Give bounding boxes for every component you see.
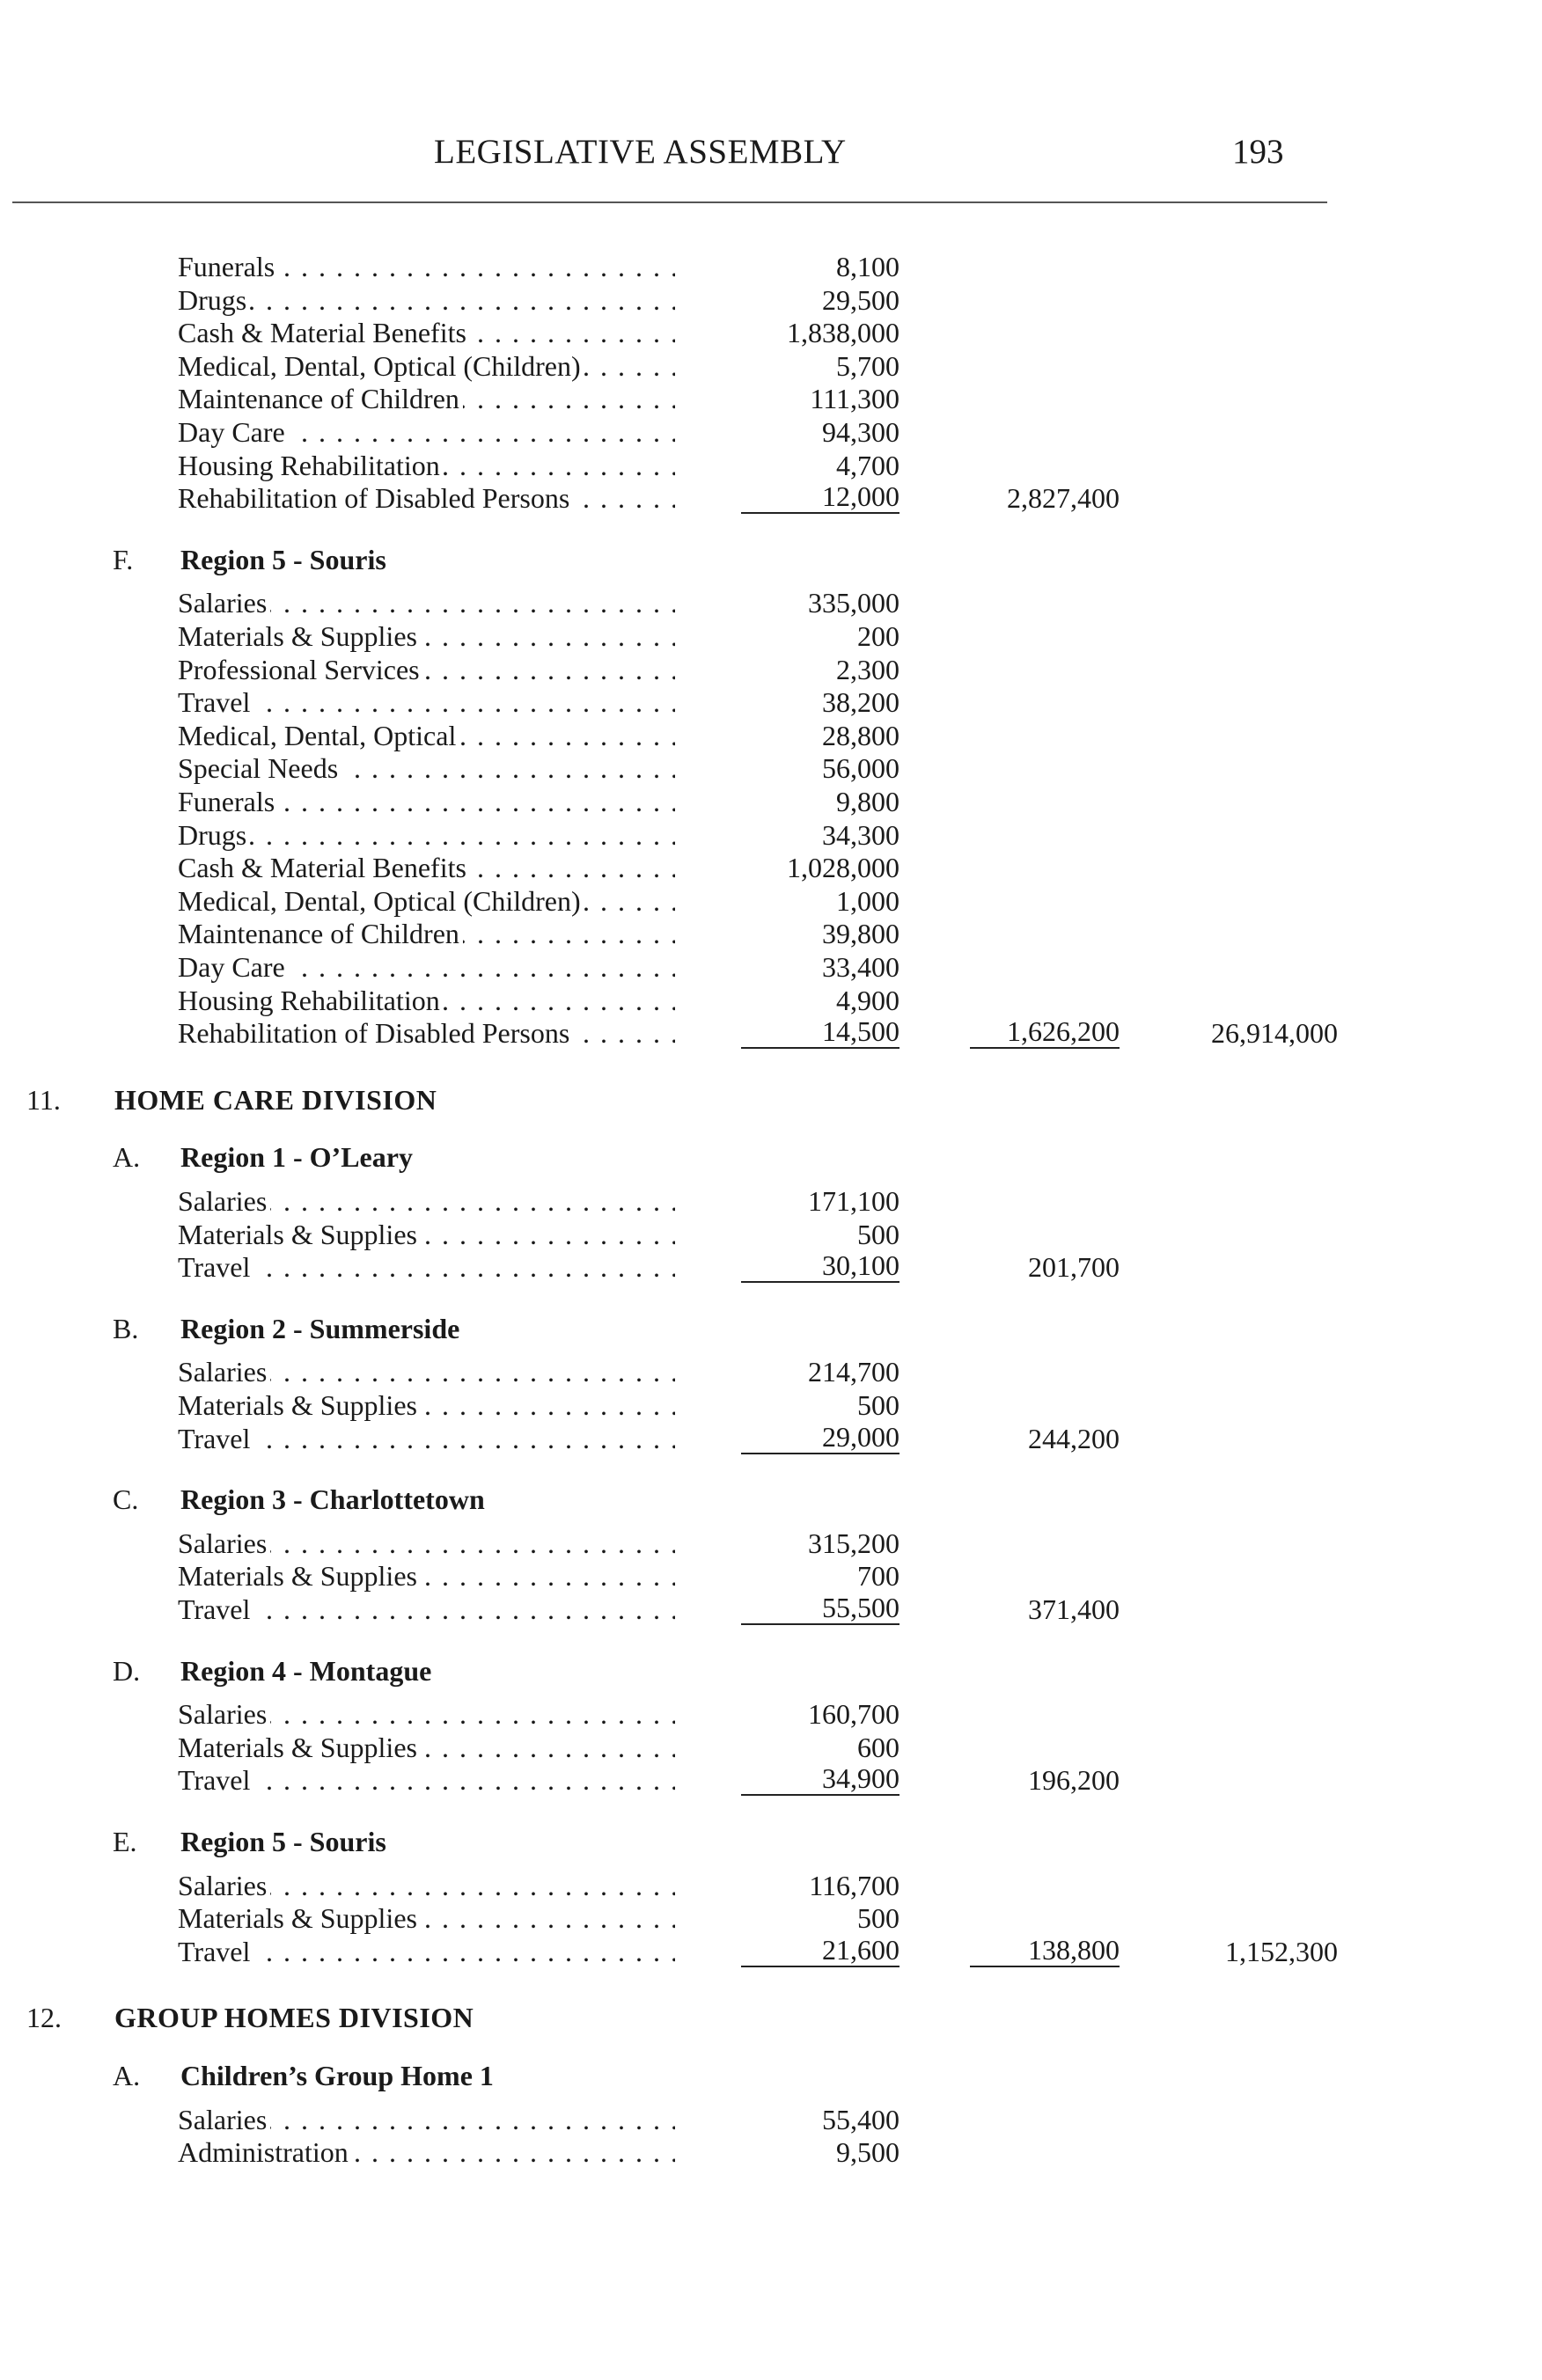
line-item-amount: 12,000 [741,480,900,514]
line-item [0,1558,1542,1593]
line-item [0,315,1542,350]
line-item [0,414,1542,450]
line-item-label: Cash & Material Benefits . . . [178,315,675,350]
line-item-label: Materials & Supplies . . . [178,1388,675,1423]
line-item [0,448,1542,483]
line-item [0,1421,1542,1456]
line-item-label: Funerals . . . [178,784,675,819]
division-title: HOME CARE DIVISION [114,1083,437,1116]
line-item-label: Special Needs . . . [178,751,675,786]
section-subtotal: 196,200 [1028,1764,1120,1797]
line-item-label: Professional Services . . . [178,652,675,687]
section-title: Region 2 - Summerside [180,1312,460,1344]
line-item-label: Funerals . . . [178,249,675,284]
line-item [0,685,1542,720]
line-item [0,1696,1542,1732]
section-title: Region 4 - Montague [180,1654,432,1687]
line-item-label: Day Care . . . [178,949,675,985]
line-item [0,1730,1542,1765]
line-item [0,883,1542,919]
line-item-amount: 1,838,000 [787,317,900,349]
section-subtotal: 244,200 [1028,1422,1120,1454]
section-heading [0,1824,1542,1859]
line-item-amount: 39,800 [822,918,900,950]
section-heading [0,1482,1542,1517]
section-title: Region 5 - Souris [180,543,386,575]
line-item [0,784,1542,819]
line-item-amount: 5,700 [836,349,900,382]
line-item-amount: 171,100 [808,1185,900,1217]
line-item-label: Rehabilitation of Disabled Persons . . . [178,1015,675,1051]
line-item-label: Salaries . . . [178,1868,675,1903]
line-item-label: Salaries . . . [178,1526,675,1561]
line-item-label: Travel . . . [178,1421,675,1456]
line-item [0,652,1542,687]
section-subtotal: 371,400 [1028,1593,1120,1625]
line-item [0,1183,1542,1219]
line-item [0,381,1542,416]
line-item-label: Salaries . . . [178,1183,675,1219]
section-heading [0,1139,1542,1175]
division-heading [0,1082,1542,1117]
line-item-amount: 55,400 [822,2103,900,2135]
line-item [0,850,1542,885]
section-title: Region 1 - O’Leary [180,1141,413,1174]
section-heading [0,1653,1542,1688]
line-item-label: Materials & Supplies . . . [178,1730,675,1765]
line-item-amount: 38,200 [822,686,900,719]
line-item-amount: 14,500 [741,1015,900,1049]
line-item-label: Maintenance of Children . . . [178,381,675,416]
line-item [0,1592,1542,1627]
line-item [0,1934,1542,1969]
line-item-label: Travel . . . [178,1762,675,1798]
section-letter: B. [113,1312,139,1344]
line-item-label: Drugs . . . [178,817,675,853]
line-item [0,1868,1542,1903]
line-item-amount: 500 [857,1218,900,1250]
line-item [0,718,1542,753]
line-item-amount: 34,900 [741,1762,900,1796]
line-item [0,585,1542,620]
line-item-label: Materials & Supplies . . . [178,619,675,654]
division-heading [0,2000,1542,2035]
line-item-label: Salaries . . . [178,1354,675,1389]
line-item-amount: 214,700 [808,1356,900,1388]
section-subtotal: 1,626,200 [970,1015,1120,1049]
section-letter: F. [113,543,134,575]
line-item [0,1762,1542,1798]
line-item-amount: 500 [857,1902,900,1935]
section-letter: C. [113,1483,139,1516]
division-number: 12. [26,2002,62,2034]
line-item [0,619,1542,654]
line-item-label: Housing Rehabilitation . . . [178,448,675,483]
line-item-label: Cash & Material Benefits . . . [178,850,675,885]
line-item [0,1526,1542,1561]
line-item-amount: 33,400 [822,951,900,983]
line-item-amount: 4,900 [836,984,900,1016]
line-item-label: Materials & Supplies . . . [178,1217,675,1252]
line-item [0,1249,1542,1285]
line-item-amount: 94,300 [822,416,900,448]
division-number: 11. [26,1083,61,1116]
page-number: 193 [1232,133,1284,171]
line-item-label: Day Care . . . [178,414,675,450]
line-item [0,1388,1542,1423]
line-item-label: Drugs . . . [178,282,675,318]
line-item-label: Travel . . . [178,1934,675,1969]
section-heading [0,1311,1542,1346]
line-item-amount: 160,700 [808,1698,900,1731]
section-subtotal: 138,800 [970,1934,1120,1967]
line-item [0,751,1542,786]
division-total: 1,152,300 [1225,1935,1338,1967]
line-item [0,1217,1542,1252]
line-item-label: Administration . . . [178,2135,675,2170]
line-item [0,480,1542,516]
line-item-amount: 29,000 [741,1421,900,1454]
line-item-amount: 700 [857,1560,900,1593]
line-item [0,2135,1542,2170]
line-item-label: Salaries . . . [178,2102,675,2137]
section-title: Region 3 - Charlottetown [180,1483,485,1516]
line-item-amount: 315,200 [808,1527,900,1559]
page-title: LEGISLATIVE ASSEMBLY [434,133,847,171]
line-item-amount: 1,028,000 [787,852,900,884]
line-item-amount: 335,000 [808,587,900,619]
line-item-label: Travel . . . [178,1249,675,1285]
section-letter: A. [113,1141,141,1174]
line-item-amount: 1,000 [836,884,900,917]
line-item-label: Materials & Supplies . . . [178,1558,675,1593]
line-item-label: Travel . . . [178,1592,675,1627]
section-subtotal: 2,827,400 [1007,482,1120,515]
line-item [0,949,1542,985]
line-item-label: Salaries . . . [178,1696,675,1732]
line-item-amount: 2,300 [836,653,900,685]
line-item [0,2102,1542,2137]
line-item-amount: 8,100 [836,251,900,282]
section-letter: E. [113,1826,137,1857]
line-item [0,1015,1542,1051]
line-item [0,282,1542,318]
line-item-label: Housing Rehabilitation . . . [178,983,675,1018]
line-item [0,983,1542,1018]
line-item [0,1900,1542,1936]
line-item-label: Travel . . . [178,685,675,720]
line-item-amount: 34,300 [822,818,900,851]
line-item [0,916,1542,951]
section-heading [0,542,1542,577]
line-item-amount: 55,500 [741,1592,900,1625]
line-item-amount: 29,500 [822,283,900,316]
line-item-amount: 111,300 [810,383,900,415]
line-item-label: Maintenance of Children . . . [178,916,675,951]
section-title: Region 5 - Souris [180,1826,386,1857]
line-item-amount: 56,000 [822,752,900,785]
section-subtotal: 201,700 [1028,1251,1120,1284]
line-item [0,249,1542,284]
section-title: Children’s Group Home 1 [180,2060,494,2091]
section-heading [0,2058,1542,2093]
line-item [0,348,1542,384]
line-item-amount: 600 [857,1731,900,1763]
section-letter: D. [113,1654,141,1687]
line-item-amount: 9,800 [836,786,900,817]
line-item-amount: 4,700 [836,449,900,481]
line-item-amount: 30,100 [741,1249,900,1283]
line-item-label: Medical, Dental, Optical (Children) . . . [178,348,675,384]
line-item-amount: 116,700 [809,1869,900,1901]
line-item-label: Salaries . . . [178,585,675,620]
line-item-label: Rehabilitation of Disabled Persons . . . [178,480,675,516]
line-item-amount: 28,800 [822,719,900,751]
line-item-label: Materials & Supplies . . . [178,1900,675,1936]
division-total: 26,914,000 [1211,1017,1338,1050]
line-item-amount: 9,500 [836,2136,900,2169]
line-item-amount: 200 [857,620,900,652]
division-title: GROUP HOMES DIVISION [114,2002,474,2034]
line-item-label: Medical, Dental, Optical . . . [178,718,675,753]
line-item [0,1354,1542,1389]
section-letter: A. [113,2060,141,2091]
line-item-amount: 500 [857,1389,900,1421]
line-item-amount: 21,600 [741,1934,900,1967]
line-item [0,817,1542,853]
line-item-label: Medical, Dental, Optical (Children) . . . [178,883,675,919]
